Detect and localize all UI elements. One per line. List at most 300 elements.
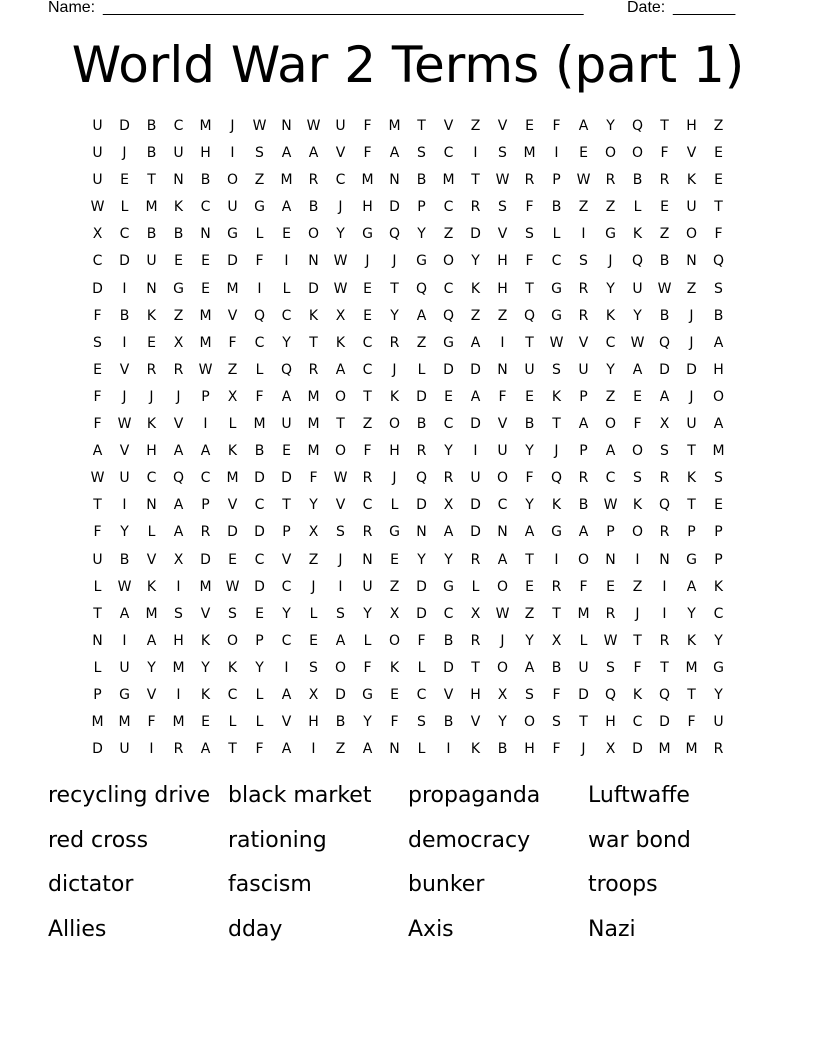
grid-letter: C — [416, 686, 427, 703]
grid-letter: K — [200, 686, 211, 703]
grid-letter: A — [362, 741, 373, 758]
grid-letter: O — [226, 172, 239, 189]
grid-letter: A — [335, 361, 346, 378]
grid-letter: R — [578, 470, 589, 487]
grid-letter: G — [605, 226, 616, 243]
grid-letter: L — [552, 226, 561, 243]
grid-letter: E — [714, 145, 723, 162]
grid-letter: H — [497, 253, 508, 270]
grid-letter: A — [578, 416, 589, 433]
grid-letter: R — [308, 361, 319, 378]
grid-letter: R — [173, 361, 184, 378]
grid-letter: B — [443, 632, 454, 649]
word-row — [48, 867, 768, 912]
grid-letter: F — [633, 659, 642, 676]
grid-letter: V — [497, 226, 508, 243]
word-list-item: dday — [228, 916, 283, 942]
grid-letter: O — [307, 226, 320, 243]
grid-letter: A — [335, 632, 346, 649]
grid-letter: A — [686, 578, 697, 595]
grid-letter: C — [713, 605, 724, 622]
grid-letter: Y — [687, 605, 696, 622]
grid-letter: N — [497, 524, 508, 541]
grid-letter: U — [578, 659, 589, 676]
grid-letter: A — [308, 145, 319, 162]
grid-letter: E — [363, 280, 372, 297]
grid-letter: I — [122, 497, 127, 514]
grid-letter: Z — [470, 307, 481, 324]
grid-letter: C — [443, 416, 454, 433]
grid-letter: F — [633, 416, 642, 433]
grid-letter: R — [578, 307, 589, 324]
grid-letter: U — [713, 714, 724, 731]
grid-letter: Y — [498, 714, 507, 731]
grid-letter: V — [227, 307, 238, 324]
grid-letter: P — [714, 551, 723, 568]
word-row — [48, 912, 768, 957]
grid-letter: F — [390, 714, 399, 731]
word-list-item: fascism — [228, 872, 312, 897]
grid-letter: E — [174, 253, 183, 270]
grid-row — [84, 113, 732, 140]
grid-letter: N — [497, 361, 508, 378]
grid-letter: H — [308, 714, 319, 731]
grid-letter: X — [227, 388, 238, 405]
grid-letter: H — [524, 741, 535, 758]
grid-letter: C — [227, 686, 238, 703]
grid-letter: O — [334, 659, 347, 676]
grid-letter: H — [686, 118, 697, 134]
grid-letter: D — [470, 416, 481, 433]
grid-letter: Q — [712, 253, 725, 270]
grid-letter: G — [686, 551, 697, 568]
grid-letter: T — [228, 741, 237, 758]
grid-letter: I — [446, 741, 451, 758]
grid-letter: J — [581, 741, 586, 758]
grid-letter: F — [228, 334, 237, 351]
word-list-item: Axis — [408, 916, 454, 942]
grid-letter: J — [392, 470, 397, 487]
grid-letter: B — [551, 659, 562, 676]
grid-letter: O — [388, 632, 401, 649]
grid-letter: H — [389, 443, 400, 460]
grid-letter: Q — [631, 253, 644, 270]
grid-letter: T — [282, 497, 291, 514]
grid-letter: A — [173, 443, 184, 460]
grid-letter: U — [92, 551, 103, 568]
grid-letter: A — [443, 524, 454, 541]
grid-letter: R — [605, 172, 616, 189]
grid-letter: V — [578, 334, 589, 351]
grid-letter: Y — [444, 551, 453, 568]
grid-letter: V — [119, 443, 130, 460]
grid-letter: U — [686, 199, 697, 216]
grid-letter: T — [336, 416, 345, 433]
grid-letter: P — [417, 199, 426, 216]
grid-letter: O — [685, 226, 698, 243]
grid-letter: L — [228, 416, 237, 433]
grid-letter: T — [552, 416, 561, 433]
grid-letter: W — [117, 416, 132, 433]
grid-letter: B — [443, 714, 454, 731]
grid-letter: X — [497, 686, 508, 703]
grid-letter: R — [551, 578, 562, 595]
grid-letter: B — [146, 118, 157, 134]
grid-letter: L — [309, 605, 318, 622]
grid-letter: C — [605, 334, 616, 351]
grid-letter: H — [200, 145, 211, 162]
grid-letter: I — [338, 578, 343, 595]
grid-letter: O — [388, 416, 401, 433]
grid-letter: F — [255, 741, 264, 758]
grid-letter: H — [362, 199, 373, 216]
grid-letter: B — [146, 226, 157, 243]
grid-letter: I — [122, 632, 127, 649]
grid-letter: Q — [523, 307, 536, 324]
grid-letter: D — [416, 605, 427, 622]
grid-letter: U — [119, 470, 130, 487]
grid-letter: J — [392, 361, 397, 378]
grid-letter: G — [254, 199, 265, 216]
grid-letter: D — [470, 524, 481, 541]
grid-letter: N — [146, 280, 157, 297]
grid-letter: D — [389, 199, 400, 216]
grid-letter: C — [92, 253, 103, 270]
grid-row — [84, 330, 732, 357]
grid-letter: M — [307, 416, 320, 433]
grid-letter: U — [227, 199, 238, 216]
grid-letter: C — [254, 497, 265, 514]
grid-letter: C — [443, 145, 454, 162]
grid-letter: W — [198, 361, 213, 378]
date-blank-line: _______ — [673, 0, 736, 16]
grid-letter: G — [119, 686, 130, 703]
grid-letter: Z — [713, 118, 724, 134]
grid-letter: Y — [525, 497, 534, 514]
grid-letter: I — [500, 334, 505, 351]
grid-letter: C — [362, 334, 373, 351]
word-list-item: war bond — [588, 827, 691, 853]
grid-letter: G — [551, 524, 562, 541]
grid-letter: L — [147, 524, 156, 541]
grid-letter: I — [284, 253, 289, 270]
grid-letter: T — [552, 605, 561, 622]
word-row — [48, 778, 768, 823]
grid-letter: Y — [282, 334, 291, 351]
grid-letter: Z — [335, 741, 346, 758]
grid-letter: O — [523, 714, 536, 731]
grid-letter: A — [578, 524, 589, 541]
grid-letter: R — [659, 470, 670, 487]
grid-letter: T — [525, 334, 534, 351]
grid-letter: E — [525, 388, 534, 405]
grid-row — [84, 357, 732, 384]
grid-letter: Y — [525, 443, 534, 460]
header-fields — [48, 0, 748, 20]
grid-letter: P — [687, 524, 696, 541]
grid-letter: O — [226, 632, 239, 649]
grid-letter: I — [635, 551, 640, 568]
grid-letter: Q — [415, 470, 428, 487]
grid-letter: C — [254, 334, 265, 351]
grid-letter: H — [146, 443, 157, 460]
grid-letter: R — [605, 605, 616, 622]
grid-letter: B — [632, 172, 643, 189]
grid-letter: C — [281, 632, 292, 649]
name-label: Name: — [48, 0, 96, 16]
grid-letter: I — [176, 578, 181, 595]
grid-letter: S — [660, 443, 669, 460]
grid-letter: W — [630, 334, 645, 351]
grid-letter: W — [603, 632, 618, 649]
grid-letter: O — [496, 659, 509, 676]
grid-letter: A — [497, 551, 508, 568]
grid-letter: K — [470, 280, 481, 297]
grid-letter: L — [93, 659, 102, 676]
grid-row — [84, 628, 732, 655]
grid-row — [84, 438, 732, 465]
word-list-item: troops — [588, 872, 658, 897]
grid-letter: T — [525, 280, 534, 297]
grid-letter: B — [308, 199, 319, 216]
word-list-item: Nazi — [588, 916, 636, 942]
grid-letter: Q — [253, 307, 266, 324]
grid-letter: A — [524, 524, 535, 541]
grid-letter: D — [443, 361, 454, 378]
grid-letter: Y — [714, 686, 723, 703]
grid-letter: O — [334, 443, 347, 460]
grid-letter: K — [173, 199, 184, 216]
grid-letter: S — [525, 686, 534, 703]
page-title: World War 2 Terms (part 1) — [71, 36, 745, 94]
grid-letter: P — [201, 388, 210, 405]
grid-row — [84, 655, 732, 682]
grid-letter: A — [92, 443, 103, 460]
grid-letter: F — [363, 659, 372, 676]
grid-letter: D — [659, 361, 670, 378]
grid-letter: A — [605, 443, 616, 460]
grid-letter: E — [606, 578, 615, 595]
grid-letter: U — [578, 361, 589, 378]
grid-letter: R — [578, 280, 589, 297]
grid-letter: U — [92, 118, 103, 134]
grid-letter: B — [524, 416, 535, 433]
grid-letter: F — [363, 443, 372, 460]
grid-letter: J — [554, 443, 559, 460]
grid-letter: J — [689, 307, 694, 324]
grid-letter: W — [333, 253, 348, 270]
grid-letter: C — [443, 199, 454, 216]
grid-letter: T — [309, 334, 318, 351]
grid-letter: M — [226, 280, 239, 297]
grid-letter: D — [335, 686, 346, 703]
grid-letter: E — [714, 497, 723, 514]
date-label: Date: — [627, 0, 666, 16]
grid-letter: E — [390, 686, 399, 703]
grid-letter: F — [687, 714, 696, 731]
grid-letter: C — [200, 470, 211, 487]
grid-letter: G — [389, 524, 400, 541]
grid-row — [84, 682, 732, 709]
word-row — [48, 823, 768, 868]
word-list-item: rationing — [228, 827, 327, 853]
grid-letter: R — [362, 524, 373, 541]
grid-letter: Z — [470, 118, 481, 134]
grid-letter: X — [92, 226, 103, 243]
grid-letter: J — [500, 632, 505, 649]
grid-letter: M — [172, 659, 185, 676]
grid-letter: F — [552, 118, 561, 134]
grid-letter: Q — [604, 686, 617, 703]
grid-letter: A — [281, 686, 292, 703]
grid-letter: L — [390, 497, 399, 514]
grid-letter: C — [551, 253, 562, 270]
grid-letter: Y — [363, 714, 372, 731]
grid-letter: A — [389, 145, 400, 162]
grid-letter: U — [92, 145, 103, 162]
grid-letter: N — [173, 172, 184, 189]
grid-letter: V — [146, 686, 157, 703]
grid-letter: M — [199, 118, 212, 134]
grid-letter: J — [149, 388, 154, 405]
grid-letter: K — [686, 632, 697, 649]
grid-letter: F — [93, 388, 102, 405]
grid-letter: G — [173, 280, 184, 297]
grid-letter: O — [496, 578, 509, 595]
grid-letter: F — [309, 470, 318, 487]
grid-letter: F — [147, 714, 156, 731]
grid-letter: I — [230, 145, 235, 162]
grid-letter: P — [579, 388, 588, 405]
grid-letter: A — [200, 741, 211, 758]
grid-letter: L — [228, 714, 237, 731]
grid-letter: T — [714, 199, 723, 216]
grid-letter: B — [173, 226, 184, 243]
grid-letter: E — [579, 145, 588, 162]
grid-letter: A — [659, 388, 670, 405]
grid-letter: I — [473, 443, 478, 460]
grid-letter: T — [471, 172, 480, 189]
grid-letter: C — [173, 118, 184, 134]
grid-letter: P — [255, 632, 264, 649]
grid-letter: J — [122, 388, 127, 405]
grid-letter: D — [92, 280, 103, 297]
grid-letter: J — [365, 253, 370, 270]
grid-letter: R — [389, 334, 400, 351]
grid-letter: A — [281, 145, 292, 162]
grid-letter: E — [147, 334, 156, 351]
grid-letter: C — [362, 361, 373, 378]
grid-letter: B — [416, 416, 427, 433]
grid-letter: U — [497, 443, 508, 460]
grid-row — [84, 194, 732, 221]
grid-letter: W — [333, 470, 348, 487]
grid-letter: F — [525, 470, 534, 487]
grid-letter: F — [363, 118, 372, 134]
grid-letter: Z — [254, 172, 265, 189]
grid-letter: U — [281, 416, 292, 433]
grid-letter: Y — [471, 253, 480, 270]
grid-row — [84, 221, 732, 248]
grid-letter: I — [122, 334, 127, 351]
grid-letter: E — [201, 253, 210, 270]
grid-letter: I — [554, 145, 559, 162]
grid-letter: K — [713, 578, 724, 595]
grid-letter: C — [281, 307, 292, 324]
grid-letter: Z — [389, 578, 400, 595]
grid-letter: N — [605, 551, 616, 568]
grid-letter: X — [173, 334, 184, 351]
word-list-item: democracy — [408, 827, 531, 853]
grid-letter: Q — [658, 686, 671, 703]
grid-letter: M — [712, 443, 725, 460]
grid-letter: M — [253, 416, 266, 433]
grid-letter: X — [308, 524, 319, 541]
word-list-item: propaganda — [408, 783, 541, 808]
grid-letter: B — [713, 307, 724, 324]
grid-letter: S — [606, 659, 615, 676]
grid-letter: S — [309, 659, 318, 676]
grid-letter: S — [525, 226, 534, 243]
grid-letter: E — [201, 280, 210, 297]
grid-letter: Q — [172, 470, 185, 487]
grid-letter: V — [335, 497, 346, 514]
grid-letter: L — [255, 226, 264, 243]
grid-letter: E — [282, 226, 291, 243]
grid-letter: T — [147, 172, 156, 189]
grid-letter: Z — [524, 605, 535, 622]
grid-letter: B — [659, 307, 670, 324]
grid-letter: R — [659, 632, 670, 649]
grid-letter: F — [255, 388, 264, 405]
grid-letter: D — [308, 280, 319, 297]
grid-letter: M — [685, 659, 698, 676]
grid-letter: D — [578, 686, 589, 703]
grid-letter: C — [254, 551, 265, 568]
grid-letter: R — [308, 172, 319, 189]
grid-row — [84, 411, 732, 438]
grid-letter: E — [309, 632, 318, 649]
grid-letter: Q — [631, 118, 644, 134]
grid-letter: T — [93, 605, 102, 622]
grid-letter: R — [200, 524, 211, 541]
grid-letter: Y — [147, 659, 156, 676]
grid-letter: F — [525, 253, 534, 270]
grid-letter: V — [173, 416, 184, 433]
grid-letter: D — [200, 551, 211, 568]
grid-letter: Q — [658, 497, 671, 514]
grid-letter: T — [93, 497, 102, 514]
grid-letter: W — [117, 578, 132, 595]
grid-letter: D — [227, 524, 238, 541]
grid-letter: A — [281, 388, 292, 405]
word-list-item: recycling drive — [48, 783, 211, 808]
grid-letter: A — [416, 307, 427, 324]
grid-letter: P — [93, 686, 102, 703]
grid-letter: A — [470, 334, 481, 351]
grid-letter: I — [662, 578, 667, 595]
grid-letter: I — [581, 226, 586, 243]
grid-letter: Z — [173, 307, 184, 324]
grid-letter: M — [199, 578, 212, 595]
grid-letter: K — [389, 388, 400, 405]
grid-letter: J — [122, 145, 127, 162]
grid-letter: D — [254, 470, 265, 487]
grid-letter: G — [227, 226, 238, 243]
grid-letter: E — [633, 388, 642, 405]
grid-letter: S — [336, 605, 345, 622]
grid-letter: S — [228, 605, 237, 622]
